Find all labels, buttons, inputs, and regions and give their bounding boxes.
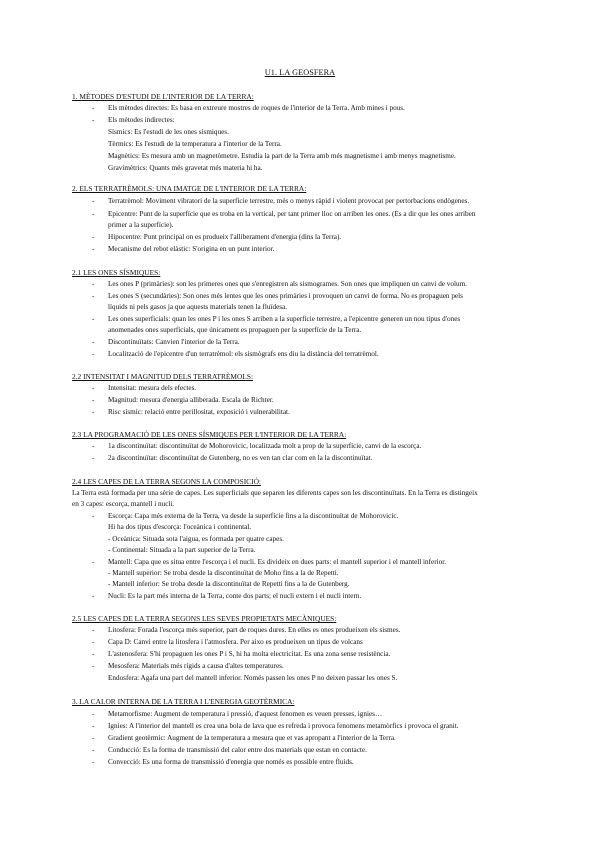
bullet-dash: - — [92, 338, 95, 346]
bullet-text: Ignies: A l'interior del mantell es crea una bola de lava que es refreda i provoca fenomens metamòrfics i provoca el granit. — [108, 722, 459, 730]
sub-item: - Mantell inferior: Se troba desde la discontinuïtat de Repetti fins a la de Gutenberg. — [108, 580, 350, 588]
paragraph: La Terra està formada per una sèrie de capes. Les superficials que separen les diferents capes son les discontinuïtats. En la Terra es distingeix — [72, 489, 478, 497]
bullet-text: 2a discontinuïtat: discontinuïtat de Gutenberg, no es ven tan clar com en la la discontinuïtat. — [108, 454, 373, 462]
bullet-text: Endosfera: Agafa una part del mantell inferior. Només passen les ones P no deixen passar les ones S. — [108, 674, 398, 682]
bullet-text: Les ones P (primàries): son les primeres ones que s'enregistren als sismogrames. Son ones que impliquen un canvi de volum. — [108, 280, 467, 288]
page-title: U1. LA GEOSFERA — [264, 68, 336, 77]
bullet-text: Les ones superficials: quan les ones P i les ones S arriben a la superfície terrestre, a l'epicentre generen un nou tipus d'ones — [108, 315, 461, 323]
bullet-text: Magnitud: mesura d'energia alliberada. Escala de Richter. — [108, 396, 274, 404]
bullet-text: Gradient geotèrmic: Augment de la temperatura a mesura que et vas apropant a l'interior de la Terra. — [108, 734, 396, 742]
bullet-text: líquids ni pels gasos ja que aquests materials tenen la fluïdesa. — [108, 303, 288, 311]
bullet-text: L'astenosfera: S'hi propaguen les ones P i S, hi ha molta electricitat. Es una zona sense resistència. — [108, 650, 391, 658]
bullet-text: Conducció: Es la forma de transmissió del calor entre dos materials que estan en contacte. — [108, 746, 367, 754]
bullet-text: Hi ha dos tipus d'escorça: l'oceànica i continental. — [108, 523, 252, 531]
bullet-dash: - — [92, 233, 95, 241]
bullet-dash: - — [92, 512, 95, 520]
section-heading: 2.4 LES CAPES DE LA TERRA SEGONS LA COMPOSICIÓ: — [72, 477, 261, 486]
bullet-text: Intensitat: mesura dels efectes. — [108, 384, 197, 392]
bullet-text: Litosfera: Forada l'escorça més superior, part de roques dures. En elles es ones produeixen els sismes. — [108, 626, 401, 634]
bullet-text: Mantell: Capa que es situa entre l'escorça i el nucli. Es divideix en dues parts: el mantell superior i el mantell inferior. — [108, 558, 447, 566]
bullet-dash: - — [92, 710, 95, 718]
bullet-dash: - — [92, 280, 95, 288]
bullet-text: Mesosfera: Materials més rígids a causa d'altes temperatures. — [108, 662, 284, 670]
bullet-dash: - — [92, 638, 95, 646]
section-heading: 2.1 LES ONES SÍSMIQUES: — [72, 268, 161, 277]
section-heading: 3. LA CALOR INTERNA DE LA TERRA I L'ENERGIA GEOTÈRMICA: — [72, 697, 295, 706]
bullet-dash: - — [92, 558, 95, 566]
bullet-dash: - — [92, 197, 95, 205]
section-heading: 2.3 LA PROGRAMACIÓ DE LES ONES SÍSMIQUES PER L'INTERIOR DE LA TERRA: — [72, 430, 347, 439]
bullet-dash: - — [92, 384, 95, 392]
sub-item: - Oceànica: Situada sota l'aigua, es formada per quatre capes. — [108, 535, 284, 543]
sub-item: - Continental: Situada a la part superior de la Terra. — [108, 546, 256, 554]
bullet-dash: - — [92, 746, 95, 754]
bullet-dash: - — [92, 350, 95, 358]
bullet-dash: - — [92, 650, 95, 658]
section-heading: 2. ELS TERRATRÈMOLS: UNA IMATGE DE L'INTERIOR DE LA TERRA: — [72, 184, 307, 193]
bullet-text: Els mètodes indirectes: — [108, 116, 175, 124]
bullet-dash: - — [92, 245, 95, 253]
bullet-text: Escorça: Capa més externa de la Terra, va desde la superfície fins a la discontinuïtat de Mohorovicic. — [108, 512, 399, 520]
bullet-text: Convecció: Es una forma de transmissió d'energia que només es possible entre fluids. — [108, 758, 354, 766]
section-heading: 1. MÈTODES D'ESTUDI DE L'INTERIOR DE LA TERRA: — [72, 92, 254, 101]
bullet-dash: - — [92, 592, 95, 600]
bullet-text: Els mètodes directes: Es basa en extreure mostres de roques de l'interior de la Terra. Amb mines i pous. — [108, 104, 405, 112]
bullet-text: 1a discontinuïtat: discontinuïtat de Mohorovicic, localitzada molt a prop de la superfície, canvi de la escorça. — [108, 442, 422, 450]
bullet-text: Terratrèmol: Moviment vibratori de la superfície terrestre, més o menys ràpid i violent provocat per pertorbacions endògenes. — [108, 197, 470, 205]
bullet-dash: - — [92, 315, 95, 323]
bullet-dash: - — [92, 292, 95, 300]
bullet-text: primer a la superfície). — [108, 221, 174, 229]
bullet-text: Les ones S (secundàries): Son ones més lentes que les ones primàries i provoquen un canvi de forma. No es propaguen pels — [108, 292, 463, 300]
section-heading: 2.2 INTENSITAT I MAGNITUD DELS TERRATRÈMOLS: — [72, 372, 254, 381]
section-heading: 2.5 LES CAPES DE LA TERRA SEGONS LES SEVES PROPIETATS MECÀNIQUES: — [72, 614, 337, 623]
sub-item: Magnètics: Es mesura amb un magnetòmetre. Estudia la part de la Terra amb més magnetisme i amb menys magnetisme. — [108, 152, 456, 160]
bullet-text: Capa D: Canvi entre la litosfera i l'atmosfera. Per aixo es produeixen un tipus de volcans — [108, 638, 363, 646]
bullet-text: Mecanisme del rebot elàstic: S'origina en un punt interior. — [108, 245, 275, 253]
sub-item: - Mantell superior: Se troba desde la discontinuïtat de Moho fins a la de Repetti. — [108, 569, 339, 577]
bullet-dash: - — [92, 722, 95, 730]
bullet-dash: - — [92, 396, 95, 404]
bullet-dash: - — [92, 758, 95, 766]
bullet-dash: - — [92, 116, 95, 124]
bullet-dash: - — [92, 210, 95, 218]
sub-item: Gravimètrics: Quants més gravetat més materia hi ha. — [108, 164, 263, 172]
bullet-dash: - — [92, 662, 95, 670]
bullet-text: Risc sísmic: relació entre perillositat, exposició i vulnerabilitat. — [108, 408, 290, 416]
bullet-dash: - — [92, 734, 95, 742]
bullet-dash: - — [92, 454, 95, 462]
bullet-text: anomenades ones superficials, que únicament es propaguen per la superfície de la Terra. — [108, 326, 362, 334]
paragraph: en 3 capes: escorça, mantell i nucli. — [72, 500, 175, 508]
bullet-text: Discontinuïtats: Canvien l'interior de la Terra. — [108, 338, 240, 346]
sub-item: Tèrmics: Es l'estudi de la temperatura a l'interior de la Terra. — [108, 140, 282, 148]
bullet-dash: - — [92, 626, 95, 634]
sub-item: Sísmics: Es l'estudi de les ones sísmiques. — [108, 128, 229, 136]
bullet-dash: - — [92, 442, 95, 450]
bullet-text: Metamorfisme: Augment de temperatura i pressió, d'aquest fenomen es veuen presses, ignies… — [108, 710, 383, 718]
bullet-text: Localització de l'epicentre d'un terratrèmol: els sismògrafs ens diu la distància del terratrèmol. — [108, 350, 379, 358]
bullet-text: Epicentre: Punt de la superfície que es troba en la vertical, per tant primer lloc on arriben les ones. (Es a dir que les ones arriben — [108, 210, 476, 218]
bullet-dash: - — [92, 408, 95, 416]
bullet-text: Hipocentre: Punt principal on es produeix l'alliberament d'energia (dins la Terra). — [108, 233, 342, 241]
bullet-dash: - — [92, 104, 95, 112]
bullet-text: Nucli: Es la part més interna de la Terra, conte dos parts; el nucli extern i el nucli intern. — [108, 592, 362, 600]
